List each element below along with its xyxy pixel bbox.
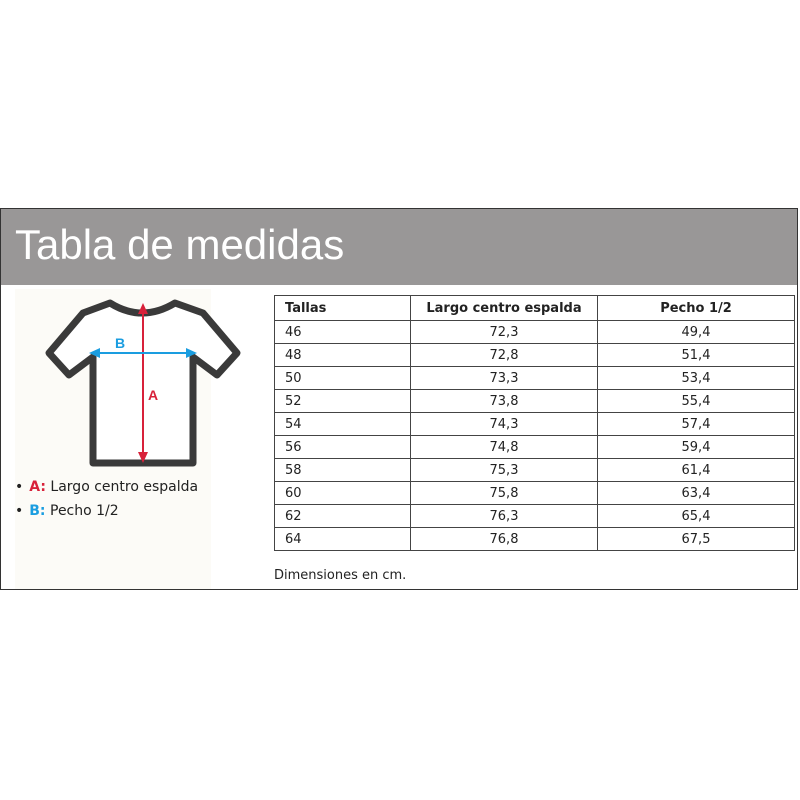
measure-b-label: B xyxy=(115,335,126,351)
measure-a-label: A xyxy=(148,387,159,403)
table-row xyxy=(275,367,795,390)
cell-largo: 76,3 xyxy=(411,505,598,528)
title-banner xyxy=(1,209,797,285)
table-row xyxy=(275,413,795,436)
header-pecho: Pecho 1/2 xyxy=(598,296,795,321)
legend-item-b xyxy=(15,499,198,523)
cell-pecho: 51,4 xyxy=(598,344,795,367)
cell-size: 50 xyxy=(275,367,411,390)
cell-pecho: 53,4 xyxy=(598,367,795,390)
table-row xyxy=(275,436,795,459)
legend-key-a: A: xyxy=(29,479,46,495)
cell-pecho: 65,4 xyxy=(598,505,795,528)
bullet-icon: • xyxy=(15,479,24,495)
size-table xyxy=(274,295,795,551)
cell-size: 46 xyxy=(275,321,411,344)
cell-pecho: 59,4 xyxy=(598,436,795,459)
cell-pecho: 67,5 xyxy=(598,528,795,551)
table-row xyxy=(275,482,795,505)
cell-size: 64 xyxy=(275,528,411,551)
legend-text-b: Pecho 1/2 xyxy=(50,503,119,519)
cell-pecho: 55,4 xyxy=(598,390,795,413)
cell-largo: 75,8 xyxy=(411,482,598,505)
measurement-guide xyxy=(15,289,211,589)
cell-size: 48 xyxy=(275,344,411,367)
cell-largo: 76,8 xyxy=(411,528,598,551)
legend-text-a: Largo centro espalda xyxy=(50,479,199,495)
size-chart-frame xyxy=(0,208,798,590)
table-row xyxy=(275,505,795,528)
cell-size: 58 xyxy=(275,459,411,482)
tshirt-icon xyxy=(45,289,245,469)
cell-largo: 72,8 xyxy=(411,344,598,367)
legend xyxy=(15,475,198,523)
header-largo: Largo centro espalda xyxy=(411,296,598,321)
cell-largo: 73,8 xyxy=(411,390,598,413)
cell-size: 62 xyxy=(275,505,411,528)
legend-key-b: B: xyxy=(29,503,46,519)
measure-a-arrow-top xyxy=(138,303,148,314)
cell-size: 56 xyxy=(275,436,411,459)
table-row xyxy=(275,344,795,367)
header-tallas: Tallas xyxy=(275,296,411,321)
cell-size: 54 xyxy=(275,413,411,436)
table-row xyxy=(275,528,795,551)
table-row xyxy=(275,321,795,344)
cell-largo: 75,3 xyxy=(411,459,598,482)
table-header-row xyxy=(275,296,795,321)
footnote: Dimensiones en cm. xyxy=(274,568,407,583)
bullet-icon: • xyxy=(15,503,24,519)
cell-largo: 74,3 xyxy=(411,413,598,436)
table-row xyxy=(275,390,795,413)
page-title: Tabla de medidas xyxy=(15,221,345,268)
legend-item-a xyxy=(15,475,198,499)
cell-size: 60 xyxy=(275,482,411,505)
cell-pecho: 63,4 xyxy=(598,482,795,505)
cell-largo: 73,3 xyxy=(411,367,598,390)
cell-pecho: 57,4 xyxy=(598,413,795,436)
cell-largo: 74,8 xyxy=(411,436,598,459)
cell-size: 52 xyxy=(275,390,411,413)
cell-pecho: 61,4 xyxy=(598,459,795,482)
cell-pecho: 49,4 xyxy=(598,321,795,344)
table-row xyxy=(275,459,795,482)
cell-largo: 72,3 xyxy=(411,321,598,344)
